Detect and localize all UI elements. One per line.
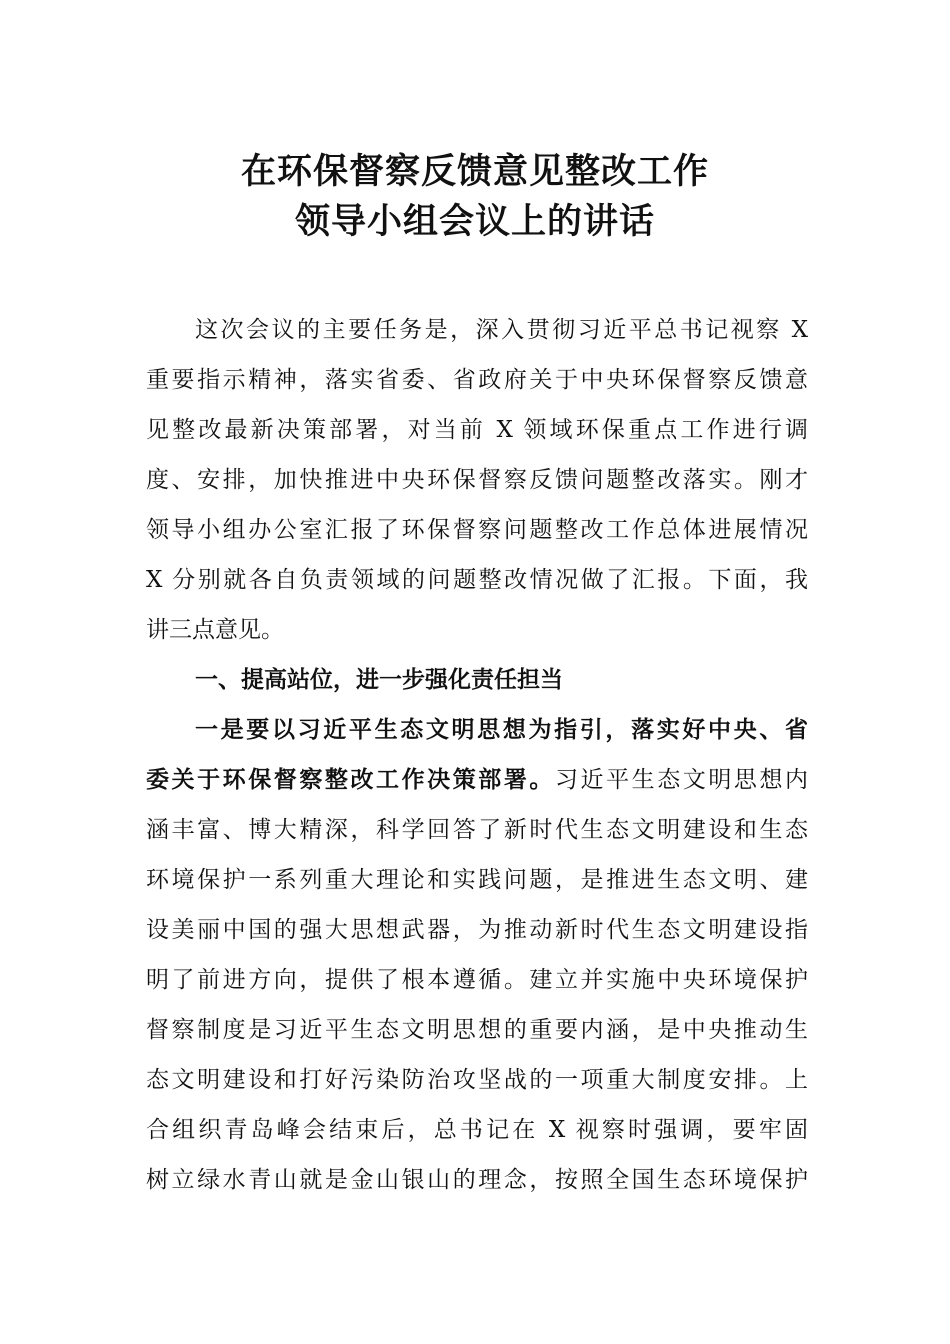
text-line: 重要指示精神，落实省委、省政府关于中央环保督察反馈意 (146, 367, 808, 393)
bold-lead-line: 一是要以习近平生态文明思想为指引，落实好中央、省 (195, 716, 808, 743)
text-line-mixed (146, 755, 808, 805)
text-line: 态文明建设和打好污染防治攻坚战的一项重大制度安排。上 (146, 1067, 808, 1093)
bold-lead-text: 委关于环保督察整改工作决策部署。 (146, 766, 555, 793)
paragraph-intro (146, 305, 808, 655)
text-line: X 分别就各自负责领域的问题整改情况做了汇报。下面，我 (146, 567, 808, 593)
text-line: 明了前进方向，提供了根本遵循。建立并实施中央环境保护 (146, 967, 808, 993)
text-line: 度、安排，加快推进中央环保督察反馈问题整改落实。刚才 (146, 467, 808, 493)
section-heading: 一、提高站位，进一步强化责任担当 (195, 667, 563, 693)
paragraph-section-1 (146, 705, 808, 1205)
text-line: 涵丰富、博大精深，科学回答了新时代生态文明建设和生态 (146, 817, 808, 843)
text-line: 领导小组办公室汇报了环保督察问题整改工作总体进展情况 (146, 517, 808, 543)
text-line: 见整改最新决策部署，对当前 X 领域环保重点工作进行调 (146, 417, 808, 443)
text-line: 督察制度是习近平生态文明思想的重要内涵，是中央推动生 (146, 1017, 808, 1043)
text-line: 设美丽中国的强大思想武器，为推动新时代生态文明建设指 (146, 917, 808, 943)
document-title-line-2: 领导小组会议上的讲话 (294, 202, 655, 242)
text-line: 讲三点意见。 (146, 617, 284, 643)
body-text: 习近平生态文明思想内 (554, 767, 808, 793)
document-body (146, 305, 808, 1205)
text-line: 合组织青岛峰会结束后，总书记在 X 视察时强调，要牢固 (146, 1117, 808, 1143)
text-line: 环境保护一系列重大理论和实践问题，是推进生态文明、建 (146, 867, 808, 893)
document-title-line-1: 在环保督察反馈意见整改工作 (240, 152, 709, 192)
text-line: 这次会议的主要任务是，深入贯彻习近平总书记视察 X (195, 317, 808, 343)
text-line: 树立绿水青山就是金山银山的理念，按照全国生态环境保护 (146, 1167, 808, 1193)
